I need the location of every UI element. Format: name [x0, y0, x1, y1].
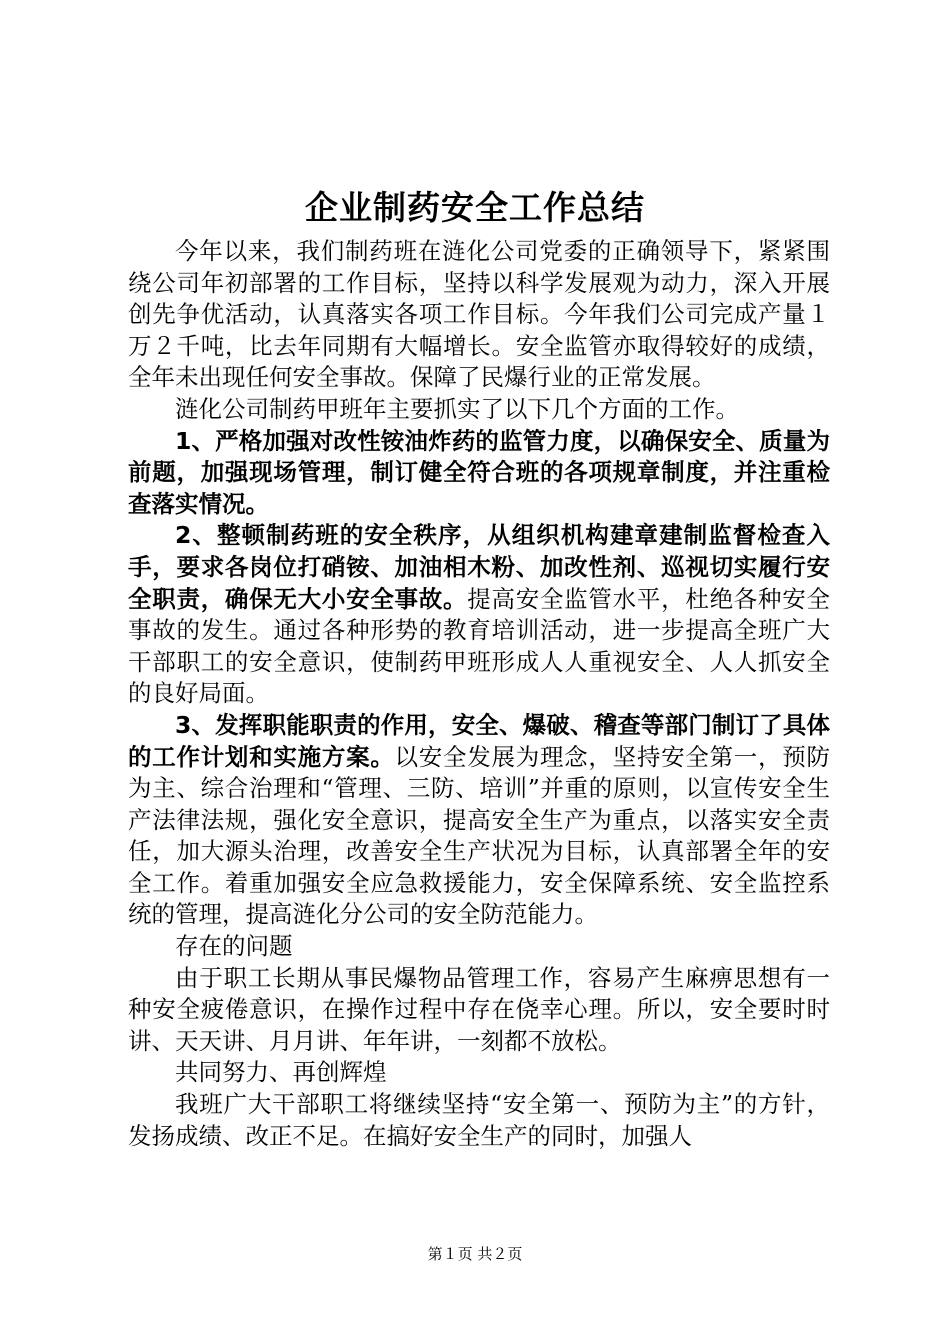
- paragraph-text: 涟化公司制药甲班年主要抓实了以下几个方面的工作。: [175, 394, 739, 423]
- paragraph: [128, 426, 830, 521]
- paragraph: [128, 394, 830, 426]
- paragraph-bold-text: 1、严格加强对改性铵油炸药的监管力度，以确保安全、质量为前题，加强现场管理，制订健全符合班的各项规章制度，并注重检查落实情况。: [128, 426, 830, 518]
- page-number-footer: 第１页 共２页: [427, 1245, 523, 1263]
- paragraph-bold-text: 3、发挥职能职责的作用，安全、爆破、稽查等部门制订了具体的工作计划和实施方案。: [128, 710, 830, 771]
- paragraph-text: 以安全发展为理念，坚持安全第一，预防为主、综合治理和“管理、三防、培训”并重的原则，以宣传安全生产法律法规，强化安全意识，提高安全生产为重点，以落实安全责任，加大源头治理，改善安全生产状况为目标，认真部署全年的安全工作。着重加强安全应急救援能力，安全保障系统、安全监控系统的管理，提高涟化分公司的安全防范能力。: [128, 742, 831, 929]
- section-heading: [128, 1057, 830, 1089]
- document-body: [128, 236, 830, 1152]
- paragraph-text: 共同努力、再创辉煌: [175, 1058, 387, 1087]
- paragraph: [128, 963, 830, 1058]
- paragraph-text: 由于职工长期从事民爆物品管理工作，容易产生麻痹思想有一种安全疲倦意识，在操作过程中存在侥幸心理。所以，安全要时时讲、天天讲、月月讲、年年讲，一刻都不放松。: [128, 963, 830, 1055]
- paragraph: [128, 520, 830, 710]
- paragraph: [128, 236, 830, 394]
- paragraph-bold-text: 2、整顿制药班的安全秩序，从组织机构建章建制监督检查入手，要求各岗位打硝铵、加油相木粉、加改性剂、巡视切实履行安全职责，确保无大小安全事故。: [128, 521, 830, 613]
- document-title: 企业制药安全工作总结: [305, 188, 645, 227]
- paragraph-text: 我班广大干部职工将继续坚持“安全第一、预防为主”的方针，发扬成绩、改正不足。在搞好安全生产的同时，加强人: [128, 1090, 830, 1150]
- paragraph: [128, 1089, 830, 1152]
- paragraph-text: 提高安全监管水平，杜绝各种安全事故的发生。通过各种形势的教育培训活动，进一步提高全班广大干部职工的安全意识，使制药甲班形成人人重视安全、人人抓安全的良好局面。: [128, 584, 830, 708]
- section-heading: [128, 931, 830, 963]
- paragraph: [128, 710, 830, 931]
- paragraph-text: 存在的问题: [175, 932, 293, 961]
- paragraph-text: 今年以来，我们制药班在涟化公司党委的正确领导下，紧紧围绕公司年初部署的工作目标，坚持以科学发展观为动力，深入开展创先争优活动，认真落实各项工作目标。今年我们公司完成产量１万２千吨，比去年同期有大幅增长。安全监管亦取得较好的成绩，全年未出现任何安全事故。保障了民爆行业的正常发展。: [128, 237, 830, 392]
